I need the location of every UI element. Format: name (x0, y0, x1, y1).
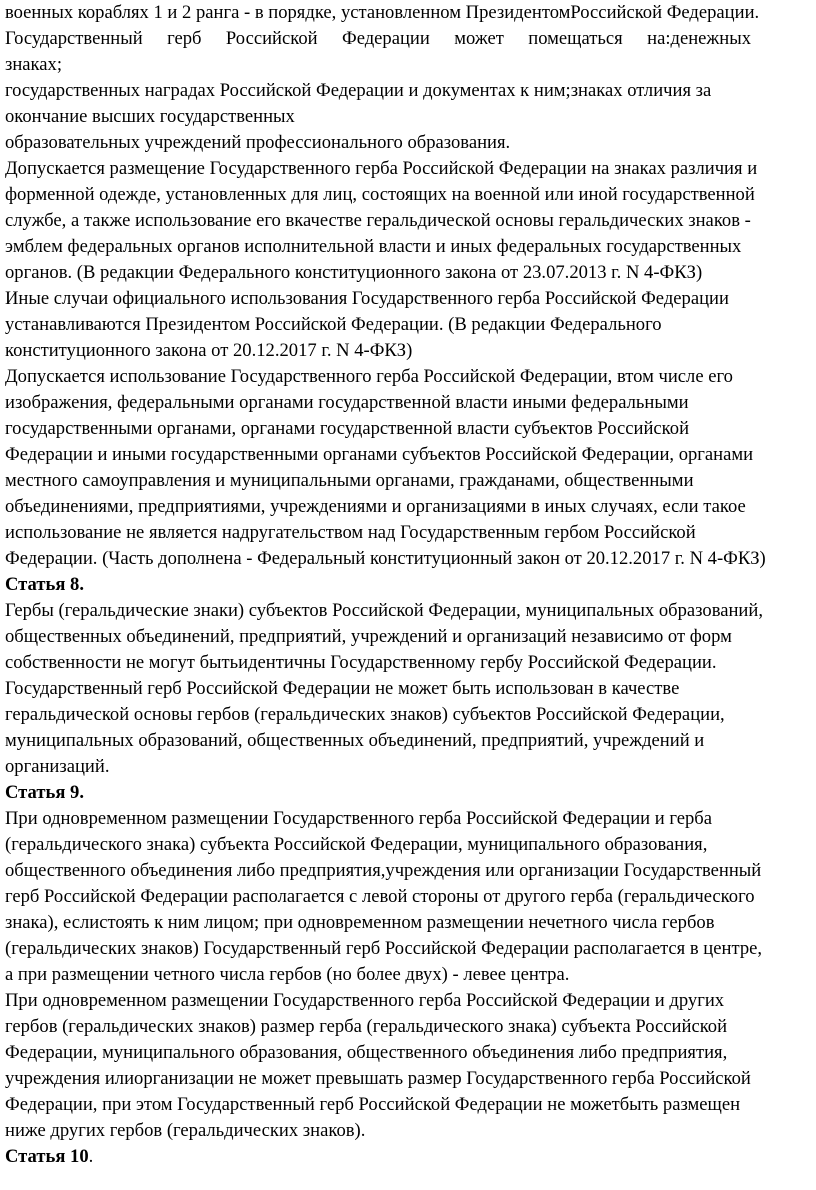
text-line: образовательных учреждений профессионального образования. (5, 132, 511, 153)
text-line: конституционного закона от 20.12.2017 г. N 4-ФКЗ) (5, 340, 413, 361)
text-line: окончание высших государственных (5, 106, 295, 127)
text-line: Допускается использование Государственного герба Российской Федерации, втом числе его (5, 366, 733, 387)
text-line: Федерации, муниципального образования, общественного объединения либо предприятия, (5, 1042, 728, 1063)
text-line: Федерации. (Часть дополнена - Федеральный конституционный закон от 20.12.2017 г. N 4-ФКЗ) (5, 548, 766, 569)
text-line: При одновременном размещении Государственного герба Российской Федерации и других (5, 990, 725, 1011)
text-line: ниже других гербов (геральдических знаков). (5, 1120, 366, 1141)
article-8-heading: Статья 8. (5, 574, 84, 595)
text-line: Гербы (геральдические знаки) субъектов Российской Федерации, муниципальных образований, (5, 600, 763, 621)
text-line: изображения, федеральными органами государственной власти иными федеральными (5, 392, 689, 413)
text-line: собственности не могут бытьидентичны Государственному гербу Российской Федерации. (5, 652, 717, 673)
text-line: государственных наградах Российской Федерации и документах к ним;знаках отличия за (5, 80, 712, 101)
text-line: геральдической основы гербов (геральдических знаков) субъектов Российской Федерации, (5, 704, 725, 725)
text-line: муниципальных образований, общественных объединений, предприятий, учреждений и (5, 730, 705, 751)
text-line: Федерации, при этом Государственный герб Российской Федерации не можетбыть размещен (5, 1094, 741, 1115)
text-line: государственными органами, органами государственной власти субъектов Российской (5, 418, 690, 439)
text-line: форменной одежде, установленных для лиц, состоящих на военной или иной государственной (5, 184, 755, 205)
text-line: При одновременном размещении Государственного герба Российской Федерации и герба (5, 808, 713, 829)
text-line: организаций. (5, 756, 110, 777)
text-line: Допускается размещение Государственного герба Российской Федерации на знаках различия и (5, 158, 758, 179)
text-line: знаках; (5, 54, 63, 75)
article-10-heading-line (5, 1144, 812, 1170)
text-line: общественных объединений, предприятий, учреждений и организаций независимо от форм (5, 626, 732, 647)
text-line: органов. (В редакции Федерального конституционного закона от 23.07.2013 г. N 4-ФКЗ) (5, 262, 703, 283)
text-line: Государственный герб Российской Федерации не может быть использован в качестве (5, 678, 680, 699)
text-line: эмблем федеральных органов исполнительной власти и иных федеральных государственных (5, 236, 742, 257)
text-line: Иные случаи официального использования Государственного герба Российской Федерации (5, 288, 729, 309)
text-line: учреждения илиорганизации не может превышать размер Государственного герба Российской (5, 1068, 751, 1089)
article-9-heading: Статья 9. (5, 782, 84, 803)
text-line: знака), еслистоять к ним лицом; при одновременном размещении нечетного числа гербов (5, 912, 715, 933)
text-line: гербов (геральдических знаков) размер герба (геральдического знака) субъекта Российской (5, 1016, 728, 1037)
text-line: объединениями, предприятиями, учреждениями и организациями в иных случаях, если такое (5, 496, 746, 517)
text-line: (геральдического знака) субъекта Российской Федерации, муниципального образования, (5, 834, 708, 855)
text-line: (геральдических знаков) Государственный герб Российской Федерации располагается в центре, (5, 938, 763, 959)
text-line: военных кораблях 1 и 2 ранга - в порядке, установленном ПрезидентомРоссийской Федерации. (5, 2, 760, 23)
text-line: а при размещении четного числа гербов (но более двух) - левее центра. (5, 964, 570, 985)
text-line: местного самоуправления и муниципальными органами, гражданами, общественными (5, 470, 694, 491)
text-line: Государственный герб Российской Федерации может помещаться на:денежных (5, 28, 751, 49)
text-line: герб Российской Федерации располагается с левой стороны от другого герба (геральдического (5, 886, 755, 907)
article-10-heading: Статья 10 (5, 1146, 89, 1167)
text-line: службе, а также использование его вкачестве геральдической основы геральдических знаков - (5, 210, 751, 231)
text-line: использование не является надругательством над Государственным гербом Российской (5, 522, 696, 543)
text-line: Федерации и иными государственными органами субъектов Российской Федерации, органами (5, 444, 754, 465)
text-line: устанавливаются Президентом Российской Федерации. (В редакции Федерального (5, 314, 662, 335)
article-10-heading-punct: . (88, 1146, 94, 1167)
text-line: общественного объединения либо предприятия,учреждения или организации Государственный (5, 860, 762, 881)
